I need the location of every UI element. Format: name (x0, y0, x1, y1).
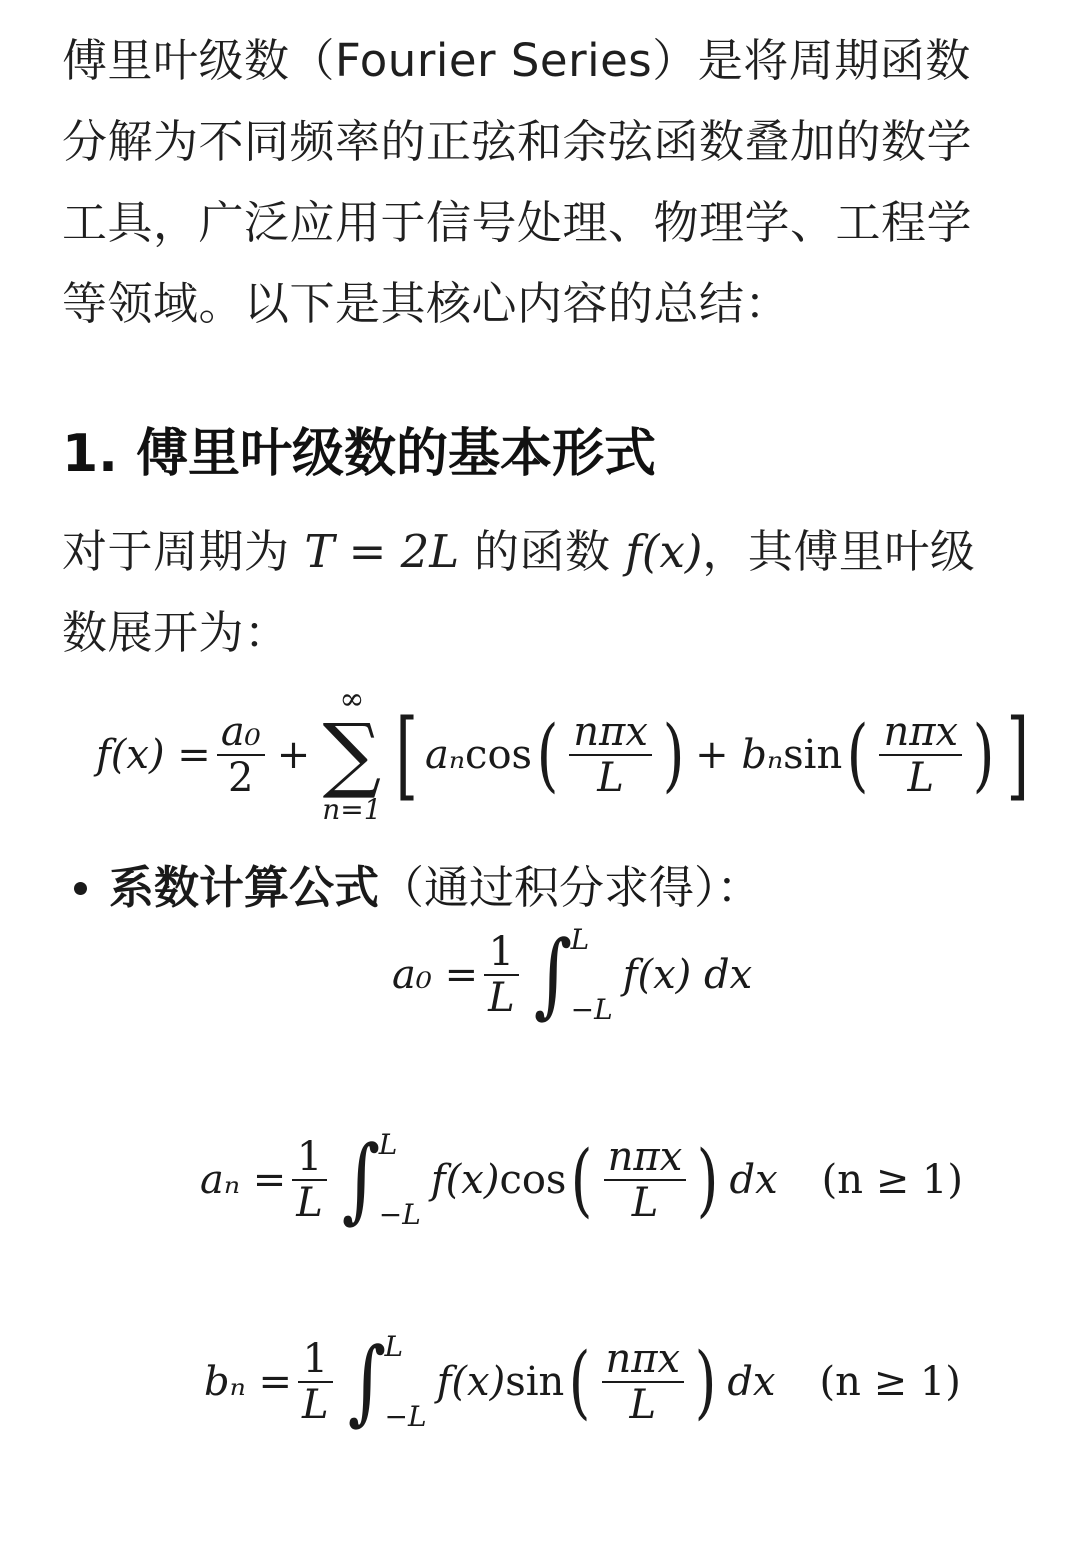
plus-sign: + (276, 732, 311, 778)
bn-term: + bₙ (695, 732, 784, 778)
cos-function: cos (499, 1157, 567, 1203)
npix-over-L-fraction (602, 1337, 685, 1427)
intro-line-3: 工具，广泛应用于信号处理、物理学、工程学 (62, 196, 973, 249)
integral-limits (571, 925, 613, 1025)
right-paren: ) (972, 708, 995, 801)
left-paren: ( (536, 708, 559, 801)
a0-denominator: 2 (228, 755, 254, 801)
a0-over-2-fraction (217, 710, 265, 800)
sigma-symbol: ∑ (322, 707, 382, 802)
section-text-b: 的函数 (459, 525, 626, 578)
left-bracket: [ (395, 699, 418, 811)
condition: (n ≥ 1) (821, 1157, 964, 1203)
coefficient-bullet (62, 852, 762, 924)
L-denominator: L (488, 975, 515, 1021)
frac-numerator: nπx (607, 1134, 683, 1180)
sin-function: sin (505, 1359, 565, 1405)
integral (529, 921, 613, 1028)
integrand: f(x) dx (622, 952, 753, 998)
summation (322, 682, 382, 826)
one: 1 (302, 1336, 329, 1382)
one-over-L (298, 1337, 333, 1427)
left-paren: ( (571, 1133, 593, 1226)
integral (337, 1126, 421, 1233)
right-paren: ) (694, 1335, 717, 1428)
lower-limit: −L (378, 1198, 421, 1231)
sum-upper-limit: ∞ (339, 682, 365, 717)
one: 1 (488, 929, 515, 975)
integral-sign: ∫ (533, 921, 572, 1028)
formula-lhs: f(x) = (96, 732, 211, 778)
upper-limit: L (378, 1128, 398, 1161)
frac-denominator: L (907, 755, 935, 801)
sum-lower-limit: n=1 (322, 793, 382, 826)
lower-limit: −L (384, 1400, 427, 1433)
frac-numerator: nπx (883, 709, 959, 755)
npix-over-L-fraction (569, 710, 652, 800)
integral-sign: ∫ (347, 1328, 386, 1435)
right-paren: ) (696, 1133, 719, 1226)
upper-limit: L (570, 923, 590, 956)
intro-line-1: 傅里叶级数（Fourier Series）是将周期函数 (62, 34, 971, 87)
frac-denominator: L (629, 1382, 657, 1428)
fourier-series-formula (96, 682, 1032, 826)
left-paren: ( (846, 708, 869, 801)
condition: (n ≥ 1) (819, 1359, 961, 1405)
one-over-L (292, 1135, 327, 1225)
npix-over-L-fraction (879, 710, 962, 800)
dx: dx (727, 1359, 776, 1405)
section-line-2: 数展开为： (62, 606, 290, 659)
frac-denominator: L (597, 755, 624, 801)
a0-numerator: a₀ (220, 709, 261, 755)
L-denominator: L (302, 1382, 329, 1428)
intro-line-4: 等领域。以下是其核心内容的总结： (62, 277, 791, 330)
an-term: aₙ (424, 732, 466, 778)
L-denominator: L (296, 1180, 323, 1226)
frac-denominator: L (631, 1180, 659, 1226)
intro-line-2: 分解为不同频率的正弦和余弦函数叠加的数学 (62, 115, 973, 168)
integral-sign: ∫ (341, 1126, 381, 1233)
integral (343, 1328, 427, 1435)
bullet-note: （通过积分求得）： (379, 861, 762, 914)
cos-function: cos (465, 732, 533, 778)
frac-numerator: nπx (605, 1336, 681, 1382)
upper-limit: L (384, 1330, 404, 1363)
sin-function: sin (783, 732, 843, 778)
bn-lhs: bₙ = (204, 1359, 293, 1405)
one: 1 (296, 1134, 323, 1180)
intro-paragraph (62, 20, 1032, 344)
right-bracket: ] (1006, 699, 1030, 811)
section-text-c: ，其傅里叶级 (702, 525, 976, 578)
fx: f(x) (430, 1157, 500, 1203)
section-line-1 (62, 511, 1032, 592)
bullet-label: 系数计算公式 (109, 861, 380, 914)
function-math: f(x) (625, 525, 703, 578)
section-heading: 1. 傅里叶级数的基本形式 (62, 424, 657, 484)
section-paragraph (62, 511, 1032, 673)
section-text-a: 对于周期为 (62, 525, 305, 578)
an-lhs: aₙ = (200, 1157, 287, 1203)
bullet-dot (74, 882, 87, 895)
period-math: T = 2L (304, 525, 460, 578)
left-paren: ( (568, 1335, 591, 1428)
one-over-L (484, 930, 519, 1020)
frac-numerator: nπx (573, 709, 648, 755)
lower-limit: −L (570, 993, 613, 1026)
integral-limits (385, 1332, 427, 1432)
npix-over-L-fraction (604, 1135, 687, 1225)
fx: f(x) (436, 1359, 506, 1405)
right-paren: ) (662, 708, 685, 801)
dx: dx (729, 1157, 778, 1203)
a0-lhs: a₀ = (392, 952, 479, 998)
integral-limits (379, 1130, 421, 1230)
